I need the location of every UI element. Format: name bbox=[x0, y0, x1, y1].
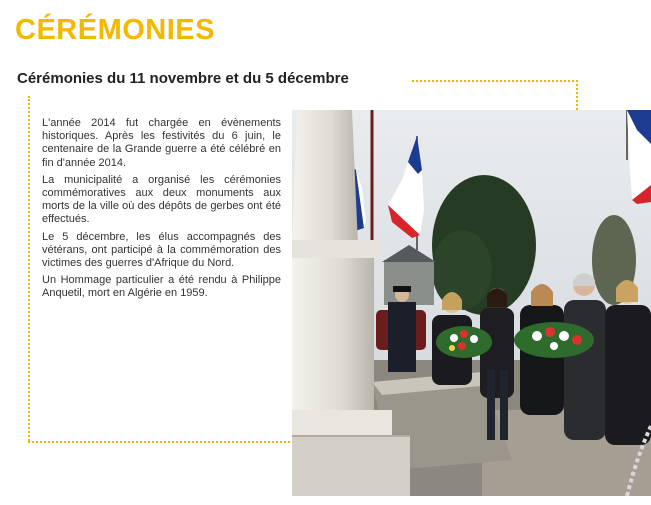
section-subtitle: Cérémonies du 11 novembre et du 5 décembre bbox=[17, 70, 349, 87]
ceremony-photo bbox=[292, 110, 651, 496]
dotted-divider-right bbox=[576, 80, 578, 110]
page-title: CÉRÉMONIES bbox=[15, 14, 215, 46]
ceremony-photo-illustration bbox=[292, 110, 651, 496]
article-body bbox=[42, 117, 281, 305]
article-paragraph: La municipalité a organisé les cérémonies commémoratives aux deux monuments aux morts de la ville où des dépôts de gerbes ont été effectués. bbox=[42, 173, 281, 226]
article-paragraph: Le 5 décembre, les élus accompagnés des vétérans, ont participé à la commémoration des victimes des guerres d'Afrique du Nord. bbox=[42, 230, 281, 270]
article-paragraph: L'année 2014 fut chargée en évènements historiques. Après les festivités du 6 juin, le centenaire de la Grande guerre a été célébré en fin d'année 2014. bbox=[42, 117, 281, 169]
dotted-divider-bottom bbox=[28, 441, 294, 443]
dotted-divider-top bbox=[412, 80, 578, 82]
article-paragraph: Un Hommage particulier a été rendu à Philippe Anquetil, mort en Algérie en 1959. bbox=[42, 274, 281, 300]
dotted-divider-left bbox=[28, 96, 30, 441]
